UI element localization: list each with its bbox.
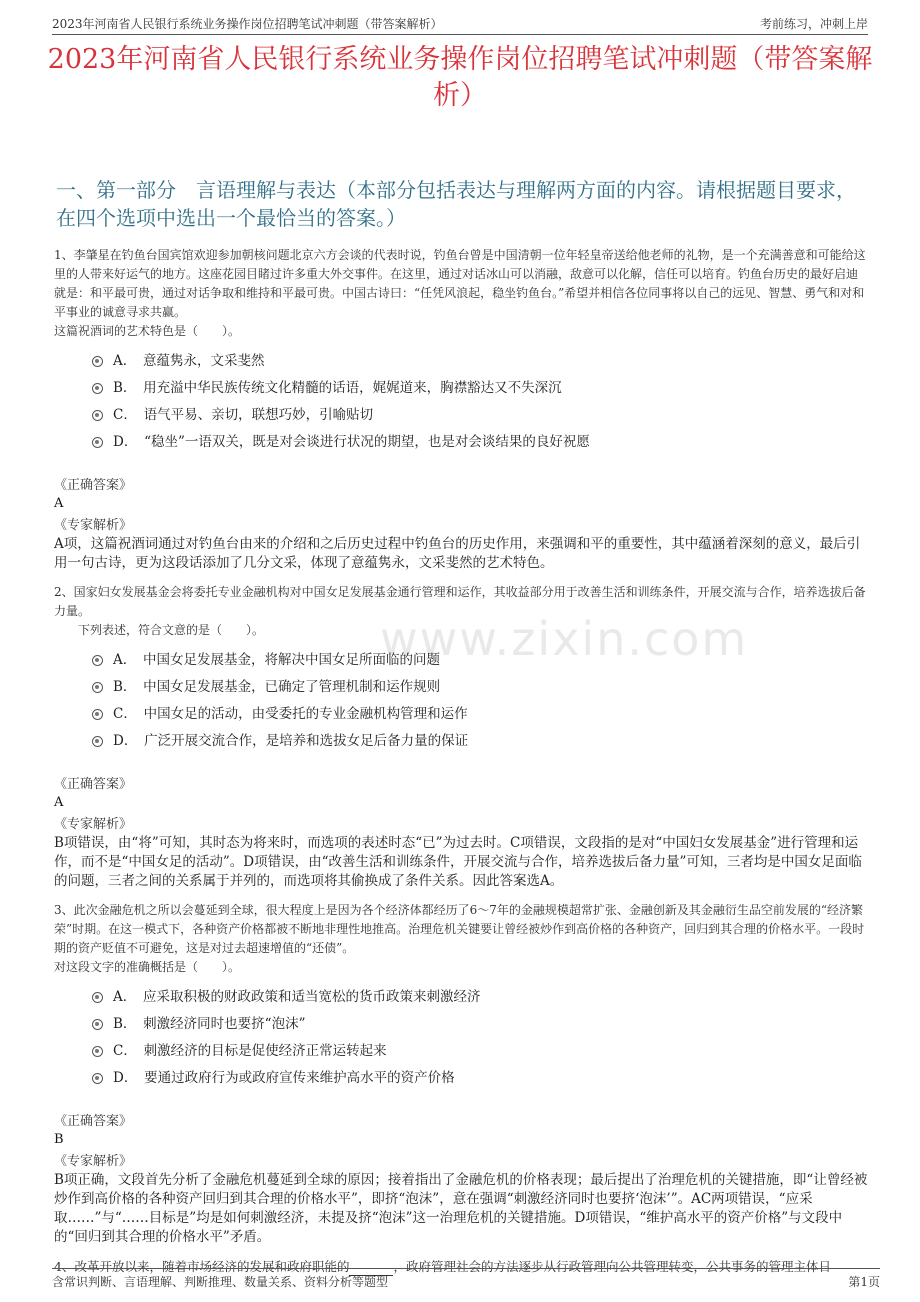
option-c[interactable] [92,399,868,426]
option-a[interactable] [92,345,868,372]
question-2 [54,583,868,891]
option-c[interactable] [92,698,868,725]
option-b[interactable] [92,372,868,399]
option-label: A． 意蕴隽永，文采斐然 [113,352,265,369]
header-right: 考前练习，冲刺上岸 [759,17,868,31]
question-prompt: 这篇祝酒词的艺术特色是（ ）。 [54,324,241,338]
option-label: C． 中国女足的活动，由受委托的专业金融机构管理和运作 [113,705,468,722]
option-label: B． 刺激经济同时也要挤“泡沫” [113,1015,306,1032]
header-left: 2023年河南省人民银行系统业务操作岗位招聘笔试冲刺题（带答案解析） [52,17,443,31]
explanation-label: 《专家解析》 [54,817,133,832]
question-list [54,246,868,1276]
radio-icon[interactable] [92,383,103,394]
page-number: 第1页 [848,1275,880,1289]
question-4-after: ，政府管理社会的方法逐步从行政管理向公共管理转变，公共事务的管理主体日 [393,1259,831,1274]
explanation-label: 《专家解析》 [54,1154,133,1169]
answer-label: 《正确答案》 [54,1114,133,1129]
section-heading: 一、第一部分 言语理解与表达（本部分包括表达与理解两方面的内容。请根据题目要求，在四个选项中选出一个最恰当的答案。） [56,178,856,230]
page-title: 2023年河南省人民银行系统业务操作岗位招聘笔试冲刺题（带答案解析） [47,44,873,111]
option-a[interactable] [92,644,868,671]
option-label: C． 语气平易、亲切，联想巧妙，引喻贴切 [113,406,374,423]
radio-icon[interactable] [92,709,103,720]
question-prompt: 下列表述，符合文意的是（ ）。 [78,623,265,637]
option-a[interactable] [92,981,868,1008]
option-label: B． 用充溢中华民族传统文化精髓的话语，娓娓道来，胸襟豁达又不失深沉 [113,379,562,396]
radio-icon[interactable] [92,1073,103,1084]
option-label: D． 广泛开展交流合作，是培养和选拔女足后备力量的保证 [113,732,469,749]
watermark: www.zixin.com [380,612,749,666]
radio-icon[interactable] [92,655,103,666]
question-1 [54,246,868,573]
option-label: D． “稳坐”一语双关，既是对会谈进行状况的期望，也是对会谈结果的良好祝愿 [113,433,590,450]
option-c[interactable] [92,1035,868,1062]
radio-icon[interactable] [92,1046,103,1057]
option-d[interactable] [92,1062,868,1089]
option-list [92,345,868,453]
explanation-text: B项错误，由“将”可知，其时态为将来时，而选项的表述时态“已”为过去时。C项错误，文段指的是对“中国妇女发展基金”进行管理和运作，而不是“中国女足的活动”。D项错误，由“改善生活和训练条件，开展交流与合作，培养选拔后备力量”可知，三者均是中国女足面临的问题，三者之间的关系属于并列的，而选项将其偷换成了条件关系。因此答案选A。 [54,835,862,889]
option-b[interactable] [92,671,868,698]
answer-value: A [54,795,64,810]
question-prompt: 对这段文字的准确概括是（ ）。 [54,960,241,974]
radio-icon[interactable] [92,682,103,693]
question-stem: 2、国家妇女发展基金会将委托专业金融机构对中国女足发展基金通行管理和运作，其收益部分用于改善生活和训练条件，开展交流与合作，培养选拔后备力量。 [54,585,866,618]
radio-icon[interactable] [92,736,103,747]
option-d[interactable] [92,725,868,752]
question-stem: 1、李肇星在钓鱼台国宾馆欢迎参加朝核问题北京六方会谈的代表时说，钓鱼台曾是中国清朝一位年轻皇帝送给他老师的礼物，是一个充满善意和可能给这里的人带来好运气的地方。这座花园目睹过许多重大外交事件。在这里，通过对话冰山可以消融，敌意可以化解，信任可以培育。钓鱼台历史的最好启迪就是：和平最可贵，通过对话争取和维持和平最可贵。中国古诗曰：“任凭风浪起，稳坐钓鱼台。”希望并相信各位同事将以自己的远见、智慧、勇气和对和平事业的诚意寻求共赢。 [54,248,866,319]
answer-value: B [54,1132,64,1147]
option-label: A． 中国女足发展基金，将解决中国女足所面临的问题 [113,651,440,668]
radio-icon[interactable] [92,356,103,367]
page-header [52,10,868,35]
answer-label: 《正确答案》 [54,777,133,792]
footer-left: 含常识判断、言语理解、判断推理、数量关系、资料分析等题型 [52,1275,389,1289]
radio-icon[interactable] [92,1019,103,1030]
answer-label: 《正确答案》 [54,478,133,493]
question-3 [54,901,868,1247]
option-list [92,644,868,752]
radio-icon[interactable] [92,992,103,1003]
option-d[interactable] [92,426,868,453]
explanation-text: B项正确，文段首先分析了金融危机蔓延到全球的原因；接着指出了金融危机的价格表现；最后提出了治理危机的关键措施，即“让曾经被炒作到高价格的各种资产回归到其合理的价格水平”，即挤“泡沫”，意在强调“刺激经济同时也要挤‘泡沫’”。AC两项错误，“应采取……”与“……目标是”均是如何刺激经济，未提及挤“泡沫”这一治理危机的关键措施。D项错误，“维护高水平的资产价格”与文段中的“回归到其合理的价格水平”矛盾。 [54,1172,868,1245]
option-label: B． 中国女足发展基金，已确定了管理机制和运作规则 [113,678,441,695]
explanation-label: 《专家解析》 [54,518,133,533]
option-list [92,981,868,1089]
question-stem: 3、此次金融危机之所以会蔓延到全球，很大程度上是因为各个经济体都经历了6～7年的金融规模超常扩张、金融创新及其金融衍生品空前发展的“经济繁荣”时期。在这一模式下，各种资产价格都被不断地非理性地推高。治理危机关键要让曾经被炒作到高价格的各种资产，回归到其合理的价格水平。一段时期的资产贬值不可避免，这是对过去超速增值的“还债”。 [54,903,865,955]
page-footer [52,1268,880,1290]
option-label: C． 刺激经济的目标是促使经济正常运转起来 [113,1042,387,1059]
explanation-text: A项，这篇祝酒词通过对钓鱼台由来的介绍和之后历史过程中钓鱼台的历史作用，来强调和平的重要性，其中蕴涵着深刻的意义，最后引用一句古诗，更为这段话添加了几分文采，体现了意蕴隽永，文采斐然的艺术特色。 [54,536,861,571]
option-label: A． 应采取积极的财政政策和适当宽松的货币政策来刺激经济 [113,988,481,1005]
answer-value: A [54,496,64,511]
option-b[interactable] [92,1008,868,1035]
radio-icon[interactable] [92,437,103,448]
option-label: D． 要通过政府行为或政府宣传来维护高水平的资产价格 [113,1069,455,1086]
question-4-before: 4、改革开放以来，随着市场经济的发展和政府职能的 [54,1259,350,1274]
radio-icon[interactable] [92,410,103,421]
